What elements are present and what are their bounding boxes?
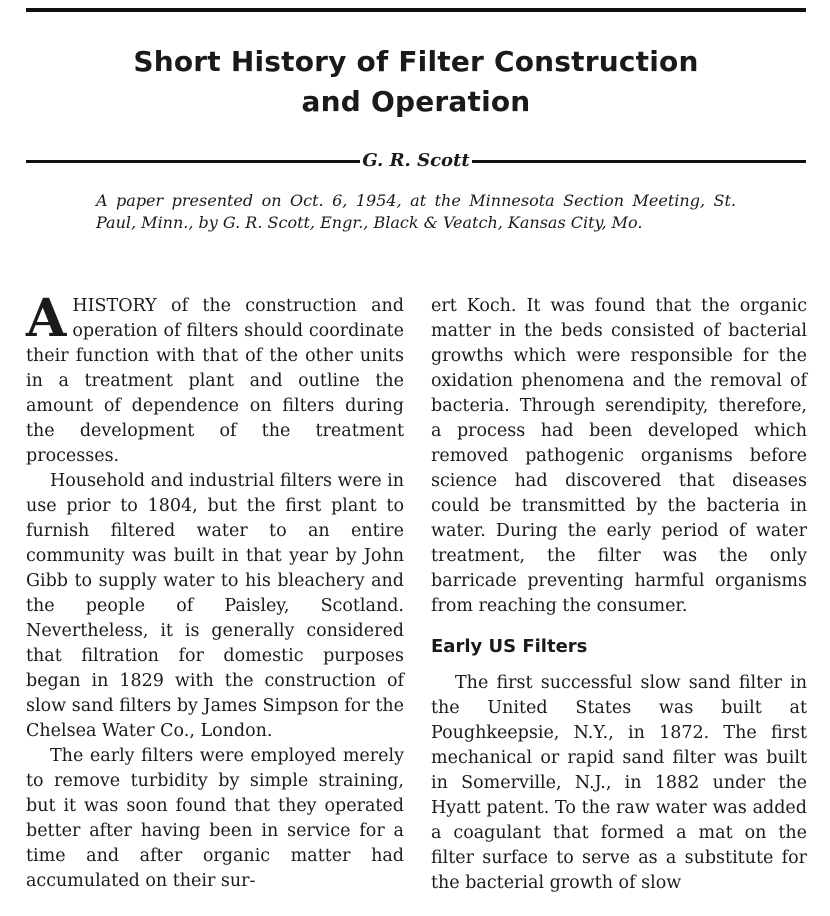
paragraph: Household and industrial filters were in use prior to 1804, but the first plant to furnish filtered water to an entire community was built in that year by John Gibb to supply water to his bleachery and the people of Paisley, Scotland. Nevertheless, it is generally considered that filtration for domestic purposes began in 1829 with the construction of slow sand filters by James Simpson for the Chelsea Water Co., London. (26, 471, 405, 741)
byline-rule-left (26, 160, 360, 163)
title-line-1: Short History of Filter Construction (133, 45, 699, 78)
title-line-2: and Operation (301, 85, 531, 118)
right-column (431, 294, 807, 896)
top-rule (26, 8, 806, 12)
author-name: G. R. Scott (362, 150, 470, 171)
author-byline (26, 146, 806, 176)
abstract: A paper presented on Oct. 6, 1954, at the Minnesota Section Meeting, St. Paul, Minn., by G. R. Scott, Engr., Black & Veatch, Kansas City, Mo. (96, 191, 736, 232)
drop-cap: A (26, 288, 67, 349)
article-title (26, 42, 806, 122)
paragraph: ert Koch. It was found that the organic matter in the beds consisted of bacterial growths which were responsible for the oxidation phenomena and the removal of bacteria. Through serendipity, therefore, a process had been developed which removed pathogenic organisms before science had discovered that diseases could be transmitted by the bacteria in water. During the early period of water treatment, the filter was the only barricade preventing harmful organisms from reaching the consumer. (431, 296, 807, 616)
left-column (26, 288, 405, 894)
paragraph: The early filters were employed merely to remove turbidity by simple straining, but it was soon found that they operated better after having been in service for a time and after organic matter had accumulated on their sur- (26, 746, 404, 891)
byline-rule-right (472, 160, 806, 163)
opening-paragraph-text: HISTORY of the construction and operation of filters should coordinate their function with that of the other units in a treatment plant and outline the amount of dependence on filters during the development of the treatment processes. (26, 296, 404, 466)
opening-paragraph (26, 288, 404, 469)
section-heading: Early US Filters (431, 636, 588, 657)
paragraph: The first successful slow sand filter in the United States was built at Poughkeepsie, N.Y., in 1872. The first mechanical or rapid sand filter was built in Somerville, N.J., in 1882 under the Hyatt patent. To the raw water was added a coagulant that formed a mat on the filter surface to serve as a substitute for the bacterial growth of slow (431, 673, 807, 893)
